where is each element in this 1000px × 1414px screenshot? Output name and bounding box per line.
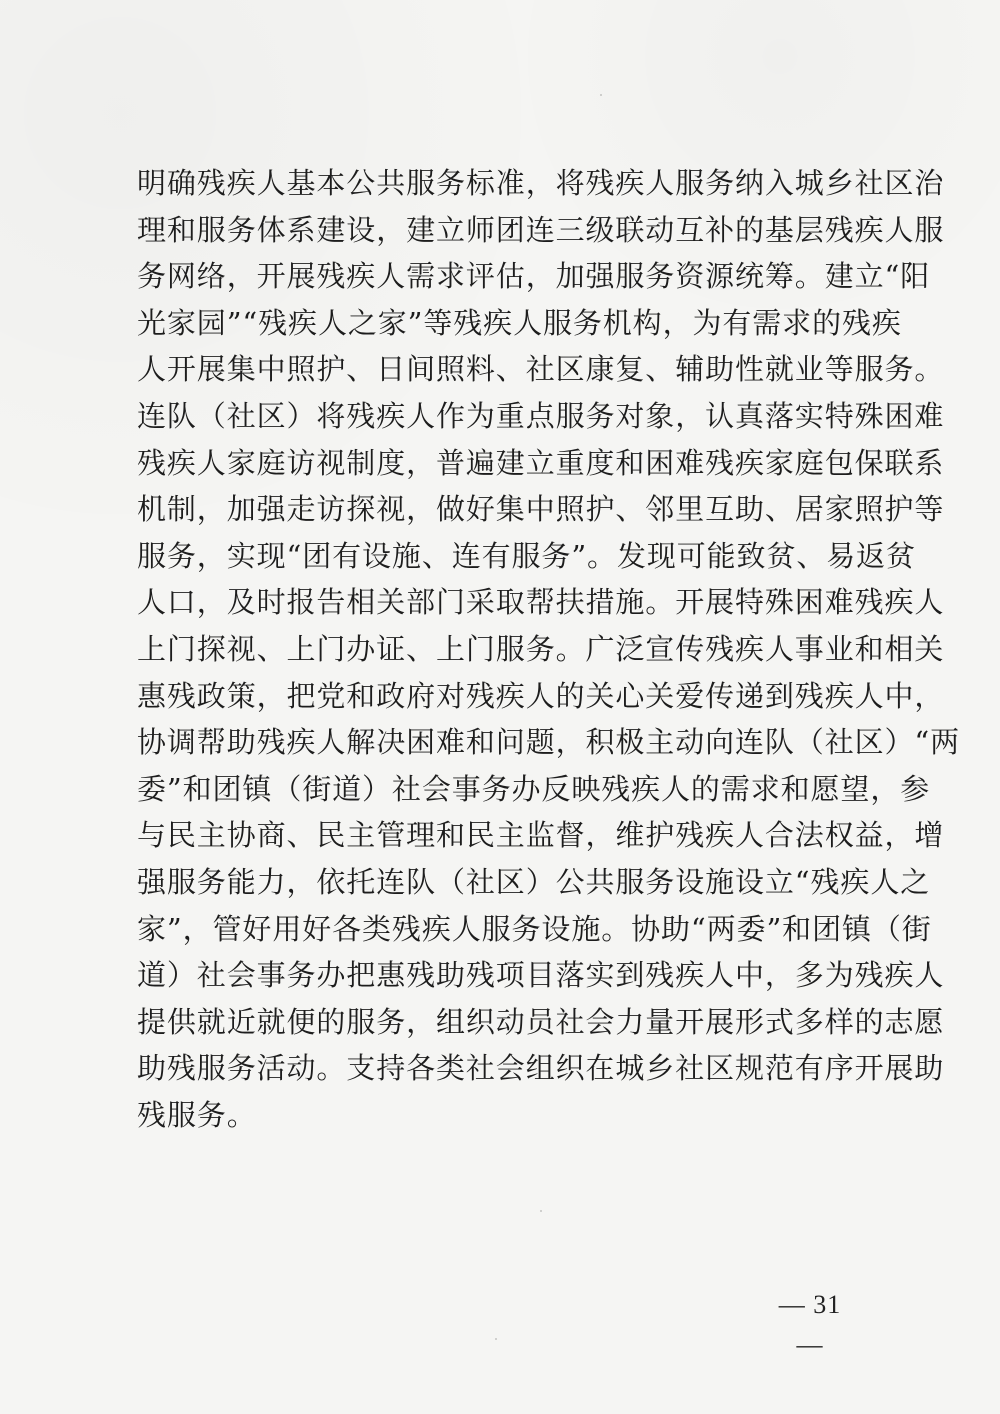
text-line: 助残服务活动。支持各类社会组织在城乡社区规范有序开展助 [137,1051,945,1086]
text-line: 明确残疾人基本公共服务标准，将残疾人服务纳入城乡社区治 [137,166,945,200]
text-line: 服务，实现“团有设施、连有服务”。发现可能致贫、易返贫 [137,538,916,573]
text-line: 人开展集中照护、日间照料、社区康复、辅助性就业等服务。 [137,352,945,387]
text-line: 协调帮助残疾人解决困难和问题，积极主动向连队（社区）“两 [137,725,961,760]
text-line: 光家园”“残疾人之家”等残疾人服务机构，为有需求的残疾 [137,305,902,340]
text-line: 强服务能力，依托连队（社区）公共服务设施设立“残疾人之 [137,864,931,899]
page-number: — 31 — [778,1290,842,1359]
scan-speck [540,1210,542,1212]
text-line: 残服务。 [137,1097,257,1132]
scan-speck [600,94,602,96]
text-line: 人口，及时报告相关部门采取帮扶措施。开展特殊困难残疾人 [137,585,945,620]
text-line: 委”和团镇（街道）社会事务办反映残疾人的需求和愿望，参 [137,771,931,806]
text-line: 机制，加强走访探视，做好集中照护、邻里互助、居家照护等 [137,492,945,527]
text-line: 与民主协商、民主管理和民主监督，维护残疾人合法权益，增 [137,818,945,853]
text-line: 提供就近就便的服务，组织动员社会力量开展形式多样的志愿 [137,1004,945,1039]
text-line: 务网络，开展残疾人需求评估，加强服务资源统筹。建立“阳 [137,259,931,294]
body-text [137,160,961,1138]
text-line: 家”，管好用好各类残疾人服务设施。协助“两委”和团镇（街 [137,911,932,946]
text-line: 上门探视、上门办证、上门服务。广泛宣传残疾人事业和相关 [137,631,945,666]
text-line: 理和服务体系建设，建立师团连三级联动互补的基层残疾人服 [137,212,945,247]
text-line: 连队（社区）将残疾人作为重点服务对象，认真落实特殊困难 [137,398,945,433]
scan-speck [495,1338,497,1340]
text-line: 残疾人家庭访视制度，普遍建立重度和困难残疾家庭包保联系 [137,445,945,480]
text-line: 惠残政策，把党和政府对残疾人的关心关爱传递到残疾人中， [137,678,945,713]
text-line: 道）社会事务办把惠残助残项目落实到残疾人中，多为残疾人 [137,958,945,993]
